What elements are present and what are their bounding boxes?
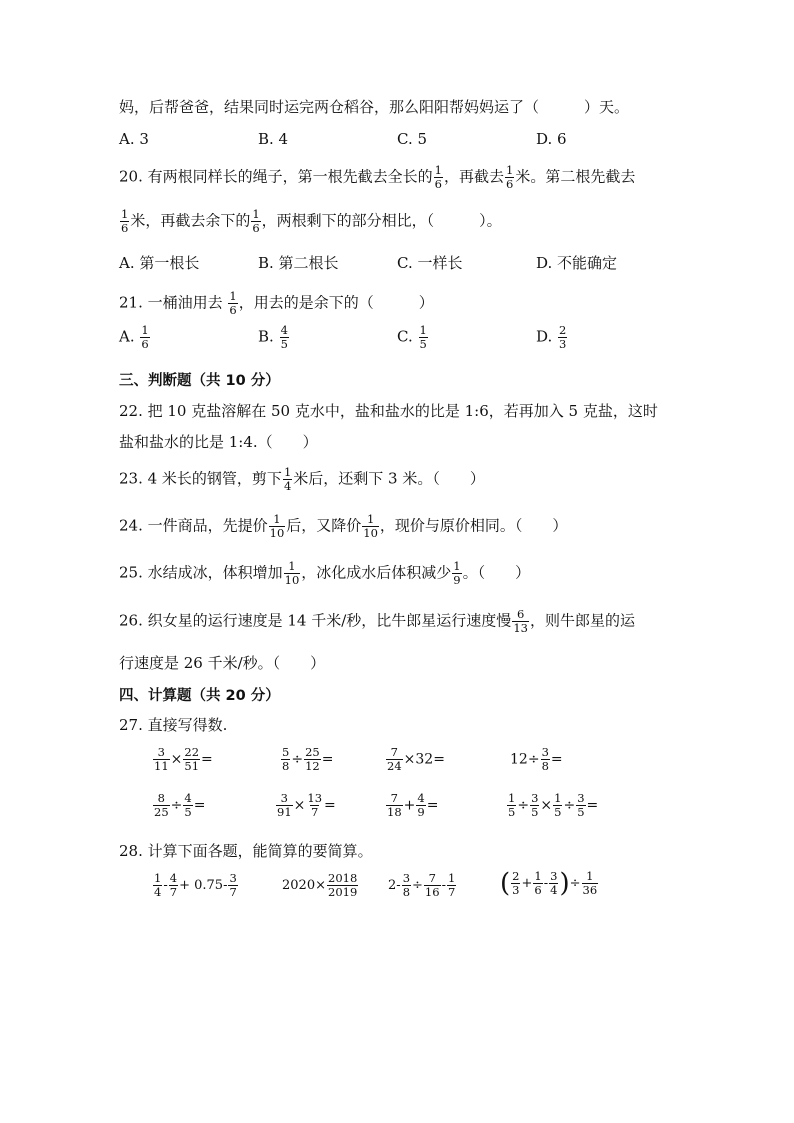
q26-line1: 26. 织女星的运行速度是 14 千米/秒，比牛郎星运行速度慢 $\frac{6}{13}$ ，则牛郎星的运 <box>119 607 635 636</box>
q27-item-8: $\frac{1}{5}$ ÷ $\frac{3}{5}$ × $\frac{1}{5}$ ÷ $\frac{3}{5}$ = <box>508 791 599 820</box>
q20-line2: $\frac{1}{6}$ 米，再截去余下的 $\frac{1}{6}$ ，两根剩下的部分相比，（ ）。 <box>121 207 502 236</box>
q28-item-4: ( $\frac{2}{3}$ + $\frac{1}{6}$ - $\frac{3}{4}$ )÷ $\frac{1}{36}$ <box>500 868 598 899</box>
q27-item-6: $\frac{3}{91}$ × $\frac{13}{7}$ = <box>277 791 336 820</box>
section-heading-judgement: 三、判断题（共 10 分） <box>119 373 280 389</box>
fraction: $\frac{2}{3}$ <box>559 323 567 352</box>
q20-option-d[interactable]: D. 不能确定 <box>536 254 618 272</box>
q20-line1: 20. 有两根同样长的绳子，第一根先截去全长的 $\frac{1}{6}$ ，再截去 $\frac{1}{6}$ 米。第二根先截去 <box>119 163 636 192</box>
fraction: $\frac{1}{10}$ <box>269 512 285 541</box>
q27-item-1: $\frac{3}{11}$ × $\frac{22}{51}$ = <box>154 745 213 774</box>
q27-item-4: 12÷ $\frac{3}{8}$ = <box>510 745 563 774</box>
q27-item-5: $\frac{8}{25}$ ÷ $\frac{4}{5}$ = <box>154 791 206 820</box>
q27-title: 27. 直接写得数. <box>119 716 228 734</box>
q19-option-b[interactable]: B. 4 <box>258 130 289 148</box>
q22-line2: 盐和盐水的比是 1:4.（ ） <box>119 433 318 451</box>
q27-item-3: $\frac{7}{24}$ ×32= <box>387 745 445 774</box>
q20-text: 20. 有两根同样长的绳子，第一根先截去全长的 <box>119 167 433 186</box>
q23-line: 23. 4 米长的钢管，剪下 $\frac{1}{4}$ 米后，还剩下 3 米。（ ） <box>119 465 485 494</box>
fraction: $\frac{1}{6}$ <box>141 323 149 352</box>
q28-item-3: 2- $\frac{3}{8}$ ÷ $\frac{7}{16}$ - $\frac{1}{7}$ <box>388 871 456 900</box>
q28-item-2: 2020× $\frac{2018}{2019}$ <box>282 871 358 900</box>
q21-option-c[interactable]: C. $\frac{1}{5}$ <box>397 323 427 352</box>
q21-option-b[interactable]: B. $\frac{4}{5}$ <box>258 323 288 352</box>
fraction: $\frac{1}{6}$ <box>229 289 237 318</box>
fraction: $\frac{1}{10}$ <box>363 512 378 541</box>
q20-option-a[interactable]: A. 第一根长 <box>119 254 200 272</box>
section-heading-calculation: 四、计算题（共 20 分） <box>119 688 280 704</box>
fraction: $\frac{1}{5}$ <box>419 323 427 352</box>
fraction: $\frac{1}{6}$ <box>505 163 514 192</box>
q20-option-c[interactable]: C. 一样长 <box>397 254 463 272</box>
q19-text: 妈，后帮爸爸，结果同时运完两仓稻谷，那么阳阳帮妈妈运了（ ）天。 <box>119 98 630 116</box>
fraction: $\frac{1}{4}$ <box>283 465 292 494</box>
q28-item-1: $\frac{1}{4}$ - $\frac{4}{7}$ + 0.75- $\frac{3}{7}$ <box>154 871 237 900</box>
q25-line: 25. 水结成冰，体积增加 $\frac{1}{10}$ ，冰化成水后体积减少 $\frac{1}{9}$ 。（ ） <box>119 559 531 588</box>
q21-line: 21. 一桶油用去 $\frac{1}{6}$ ，用去的是余下的（ ） <box>119 289 434 318</box>
q24-line: 24. 一件商品，先提价 $\frac{1}{10}$ 后，又降价 $\frac{1}{10}$ ，现价与原价相同。（ ） <box>119 512 568 541</box>
fraction: $\frac{4}{5}$ <box>280 323 288 352</box>
q19-option-d[interactable]: D. 6 <box>536 130 567 148</box>
fraction: $\frac{1}{6}$ <box>434 163 442 192</box>
q21-option-a[interactable]: A. $\frac{1}{6}$ <box>119 323 149 352</box>
fraction: $\frac{1}{10}$ <box>284 559 300 588</box>
q22-line1: 22. 把 10 克盐溶解在 50 克水中，盐和盐水的比是 1:6，若再加入 5 克盐，这时 <box>119 402 658 420</box>
fraction: $\frac{1}{6}$ <box>121 207 129 236</box>
q28-title: 28. 计算下面各题，能简算的要简算。 <box>119 842 373 860</box>
q19-option-c[interactable]: C. 5 <box>397 130 428 148</box>
q19-option-a[interactable]: A. 3 <box>119 130 149 148</box>
q20-option-b[interactable]: B. 第二根长 <box>258 254 339 272</box>
q27-item-2: $\frac{5}{8}$ ÷ $\frac{25}{12}$ = <box>282 745 334 774</box>
q26-line2: 行速度是 26 千米/秒。（ ） <box>119 654 326 672</box>
fraction: $\frac{6}{13}$ <box>513 607 528 636</box>
q27-item-7: $\frac{7}{18}$ + $\frac{4}{9}$ = <box>387 791 439 820</box>
fraction: $\frac{1}{6}$ <box>252 207 260 236</box>
q21-option-d[interactable]: D. $\frac{2}{3}$ <box>536 323 567 352</box>
fraction: $\frac{1}{9}$ <box>453 559 461 588</box>
